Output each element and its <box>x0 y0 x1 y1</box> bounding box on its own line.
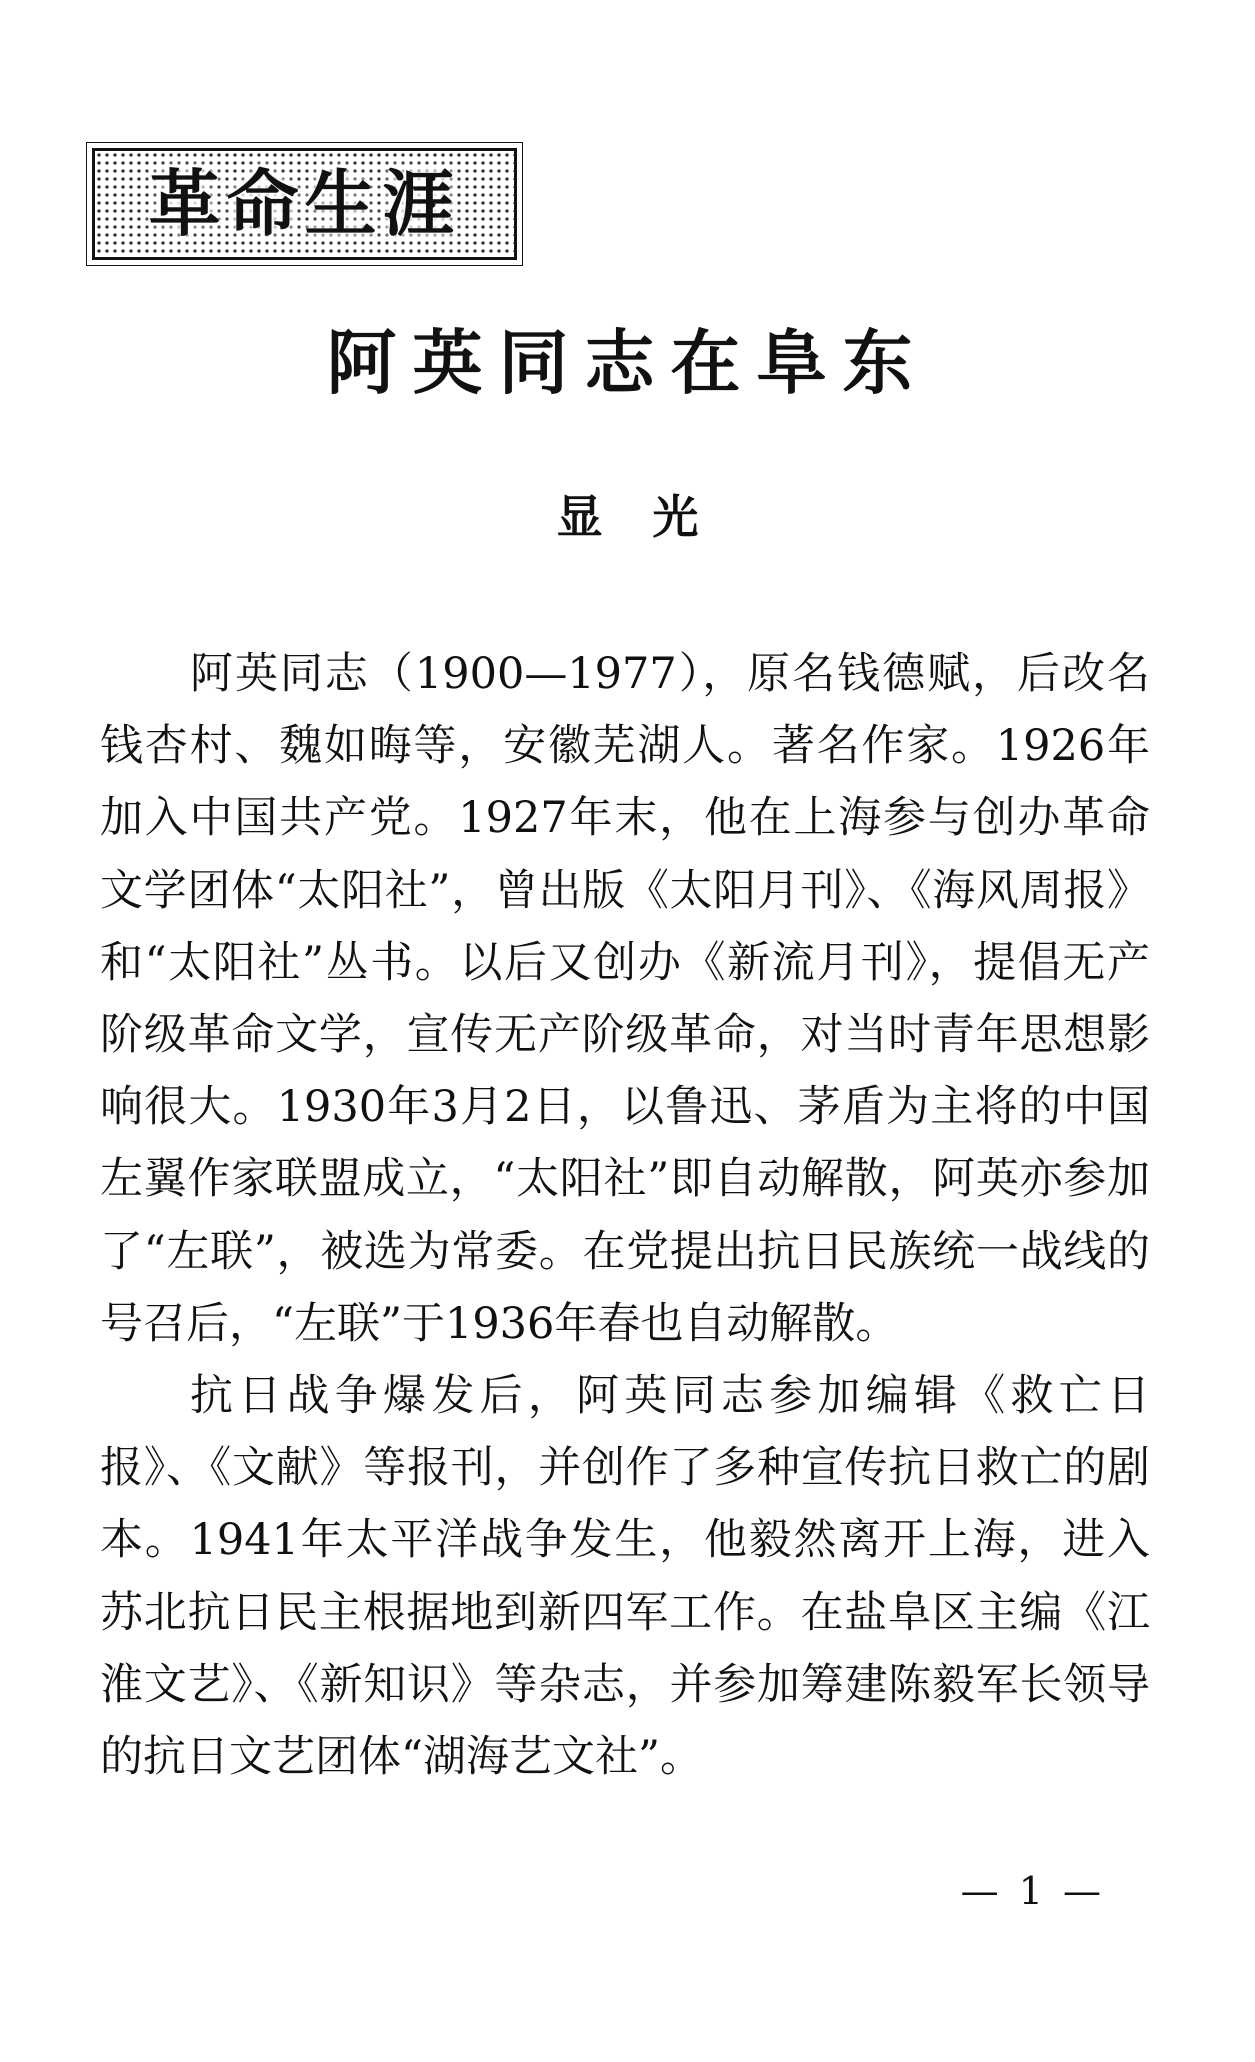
section-label-box <box>92 148 517 260</box>
article-author: 显光 <box>556 490 749 544</box>
paragraph-2: 抗日战争爆发后，阿英同志参加编辑《救亡日报》、《文献》等报刊，并创作了多种宣传抗日救亡的剧本。1941年太平洋战争发生，他毅然离开上海，进入苏北抗日民主根据地到新四军工作。在盐阜区主编《江淮文艺》、《新知识》等杂志，并参加筹建陈毅军长领导的抗日文艺团体“湖海艺文社”。 <box>100 1371 1150 1783</box>
article-body <box>100 638 1150 1793</box>
paragraph-1: 阿英同志（1900—1977），原名钱德赋，后改名钱杏村、魏如晦等，安徽芜湖人。著名作家。1926年加入中国共产党。1927年末，他在上海参与创办革命文学团体“太阳社”，曾出版《太阳月刊》、《海风周报》和“太阳社”丛书。以后又创办《新流月刊》，提倡无产阶级革命文学，宣传无产阶级革命，对当时青年思想影响很大。1930年3月2日，以鲁迅、茅盾为主将的中国左翼作家联盟成立，“太阳社”即自动解散，阿英亦参加了“左联”，被选为常委。在党提出抗日民族统一战线的号召后，“左联”于1936年春也自动解散。 <box>100 649 1150 1349</box>
article-title: 阿英同志在阜东 <box>326 322 929 404</box>
section-label: 革命生涯 <box>148 161 461 246</box>
page-number: — 1 — <box>960 1869 1105 1913</box>
